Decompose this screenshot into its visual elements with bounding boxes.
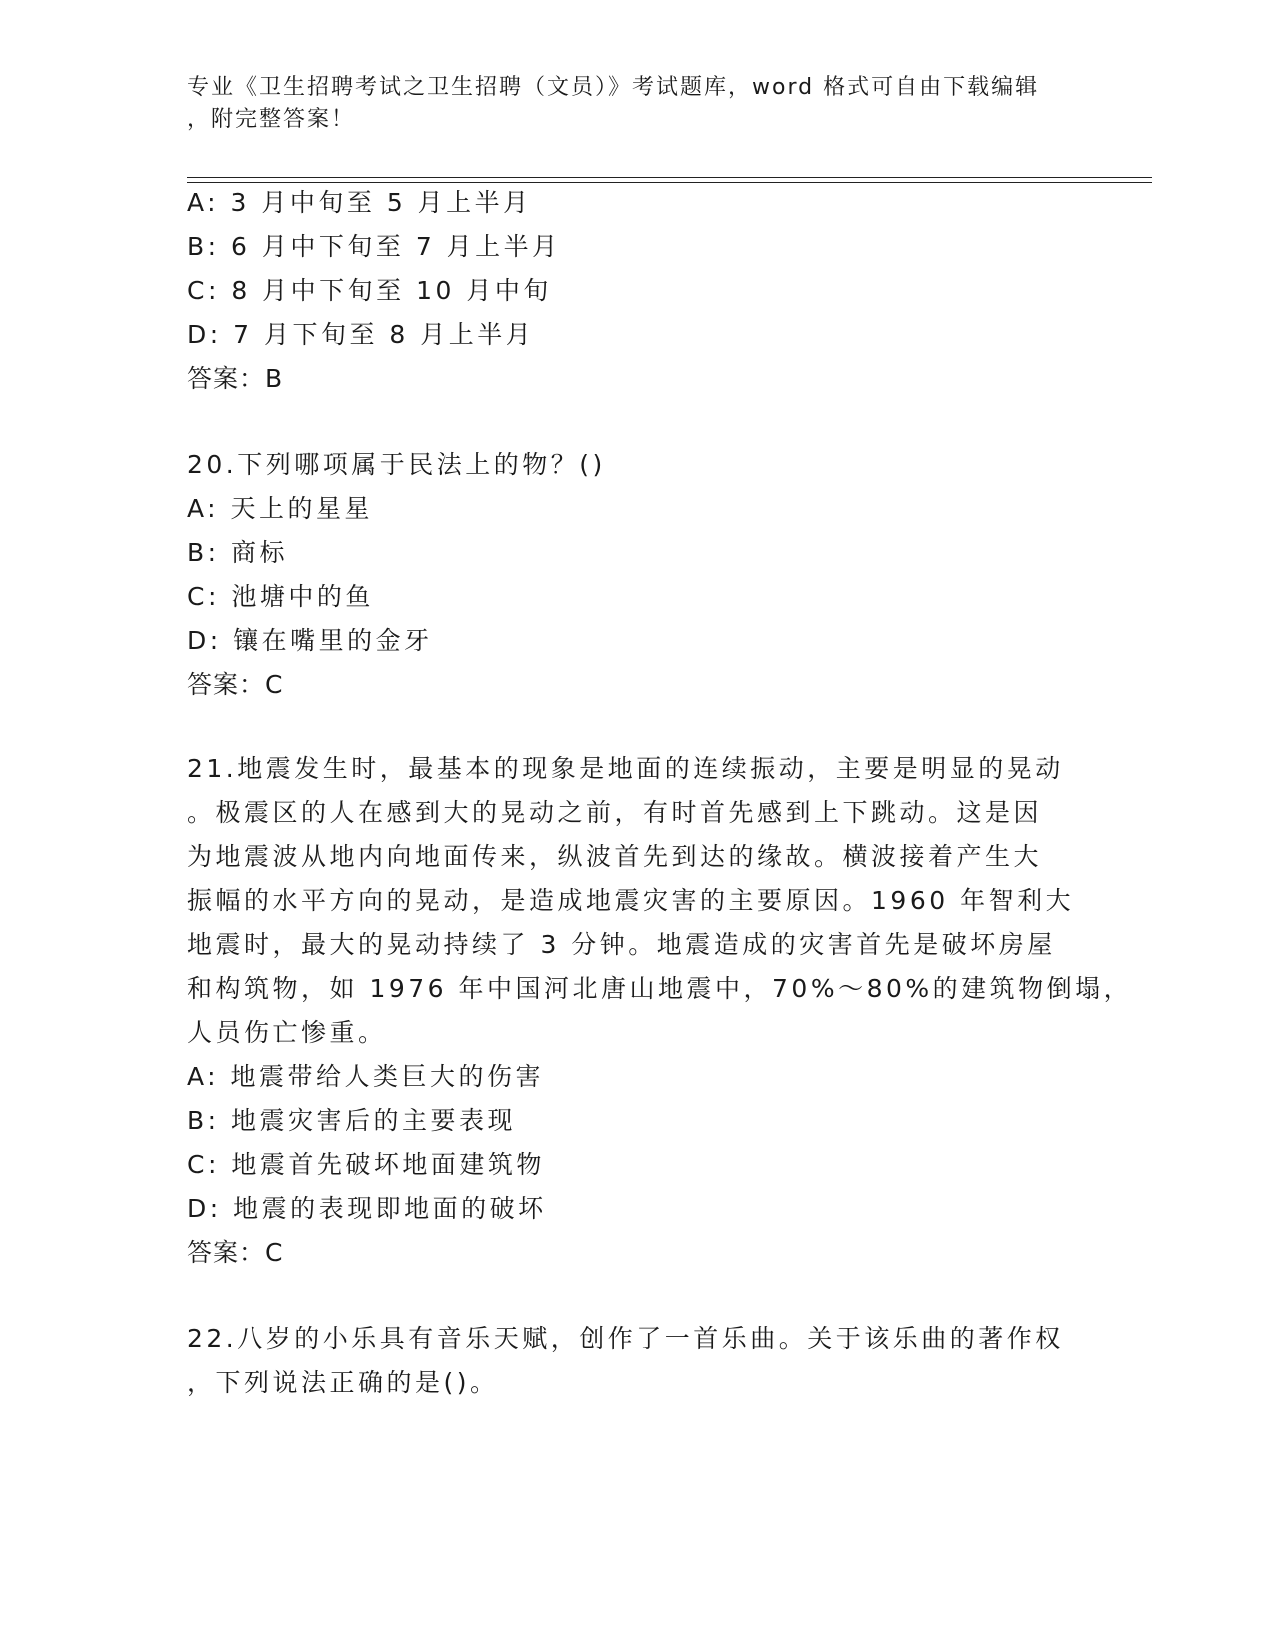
q21-question-line: 。极震区的人在感到大的晃动之前，有时首先感到上下跳动。这是因 — [187, 798, 1043, 827]
q22-question-line: ，下列说法正确的是()。 — [187, 1368, 499, 1397]
q21-question-line: 为地震波从地内向地面传来，纵波首先到达的缘故。横波接着产生大 — [187, 842, 1043, 871]
q21-question-line: 人员伤亡惨重。 — [187, 1018, 387, 1047]
q20-option-d: D: 镶在嘴里的金牙 — [187, 626, 433, 655]
q22-question-line: 22.八岁的小乐具有音乐天赋，创作了一首乐曲。关于该乐曲的著作权 — [187, 1324, 1064, 1353]
q19-option-d: D: 7 月下旬至 8 月上半月 — [187, 320, 535, 349]
q19-option-c: C: 8 月中下旬至 10 月中旬 — [187, 276, 552, 305]
q21-option-b: B: 地震灾害后的主要表现 — [187, 1106, 517, 1135]
q21-option-d: D: 地震的表现即地面的破坏 — [187, 1194, 547, 1223]
q20-question: 20.下列哪项属于民法上的物？() — [187, 450, 606, 479]
q20-option-b: B: 商标 — [187, 538, 289, 567]
q21-answer: 答案：C — [187, 1238, 284, 1267]
q21-question-line: 振幅的水平方向的晃动，是造成地震灾害的主要原因。1960 年智利大 — [187, 886, 1075, 915]
q19-option-a: A: 3 月中旬至 5 月上半月 — [187, 188, 532, 217]
document-header: 专业《卫生招聘考试之卫生招聘（文员）》考试题库，word 格式可自由下载编辑 ，附完整答案！ — [187, 75, 1040, 132]
q21-option-a: A: 地震带给人类巨大的伤害 — [187, 1062, 545, 1091]
q21-question-line: 地震时，最大的晃动持续了 3 分钟。地震造成的灾害首先是破坏房屋 — [187, 930, 1056, 959]
q20-option-c: C: 池塘中的鱼 — [187, 582, 374, 611]
q19-answer: 答案：B — [187, 364, 284, 393]
q19-option-b: B: 6 月中下旬至 7 月上半月 — [187, 232, 561, 261]
header-divider-top — [187, 177, 1152, 178]
q20-option-a: A: 天上的星星 — [187, 494, 374, 523]
header-divider-bottom — [187, 182, 1152, 183]
q21-option-c: C: 地震首先破坏地面建筑物 — [187, 1150, 545, 1179]
q21-question-line: 21.地震发生时，最基本的现象是地面的连续振动，主要是明显的晃动 — [187, 754, 1064, 783]
q21-question-line: 和构筑物，如 1976 年中国河北唐山地震中，70%～80%的建筑物倒塌， — [187, 974, 1133, 1003]
q20-answer: 答案：C — [187, 670, 284, 699]
